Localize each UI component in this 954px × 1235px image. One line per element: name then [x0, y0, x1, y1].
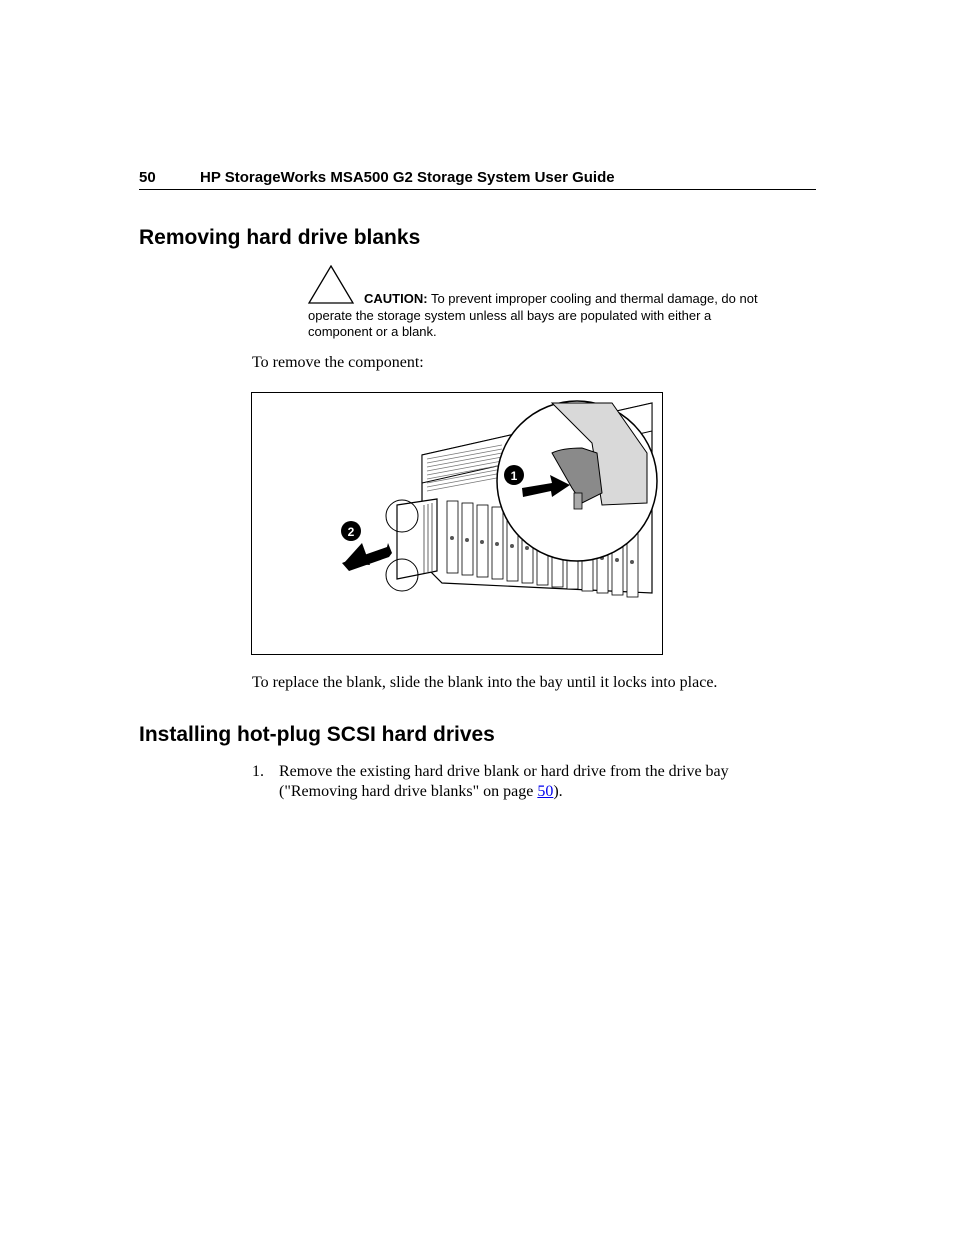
step-text-end: ).: [553, 783, 563, 800]
drive-blank-removal-drawing: [252, 393, 662, 654]
step-text-start: Remove the existing hard drive blank or hard drive from the drive bay ("Removing hard drive blanks" on page: [279, 763, 729, 800]
caution-notice: [308, 291, 768, 341]
page-header: [139, 168, 816, 190]
page-reference-link[interactable]: 50: [537, 783, 554, 800]
removal-illustration: [251, 392, 663, 655]
caution-label: CAUTION:: [364, 291, 428, 306]
callout-2-label: 2: [347, 525, 355, 539]
replace-blank-text: To replace the blank, slide the blank into the bay until it locks into place.: [252, 674, 718, 691]
step-number: 1.: [252, 763, 264, 780]
section-heading-installing-drives: Installing hot-plug SCSI hard drives: [139, 723, 495, 746]
step-text: [279, 762, 789, 802]
caution-body: To prevent improper cooling and thermal damage, do not operate the storage system unless all bays are populated with either a component or a blank.: [308, 291, 758, 340]
intro-text: To remove the component:: [252, 354, 424, 371]
section-heading-removing-blanks: Removing hard drive blanks: [139, 226, 421, 249]
document-title: HP StorageWorks MSA500 G2 Storage System User Guide: [200, 169, 615, 186]
page-number: 50: [139, 169, 156, 186]
callout-1-label: 1: [510, 469, 518, 483]
